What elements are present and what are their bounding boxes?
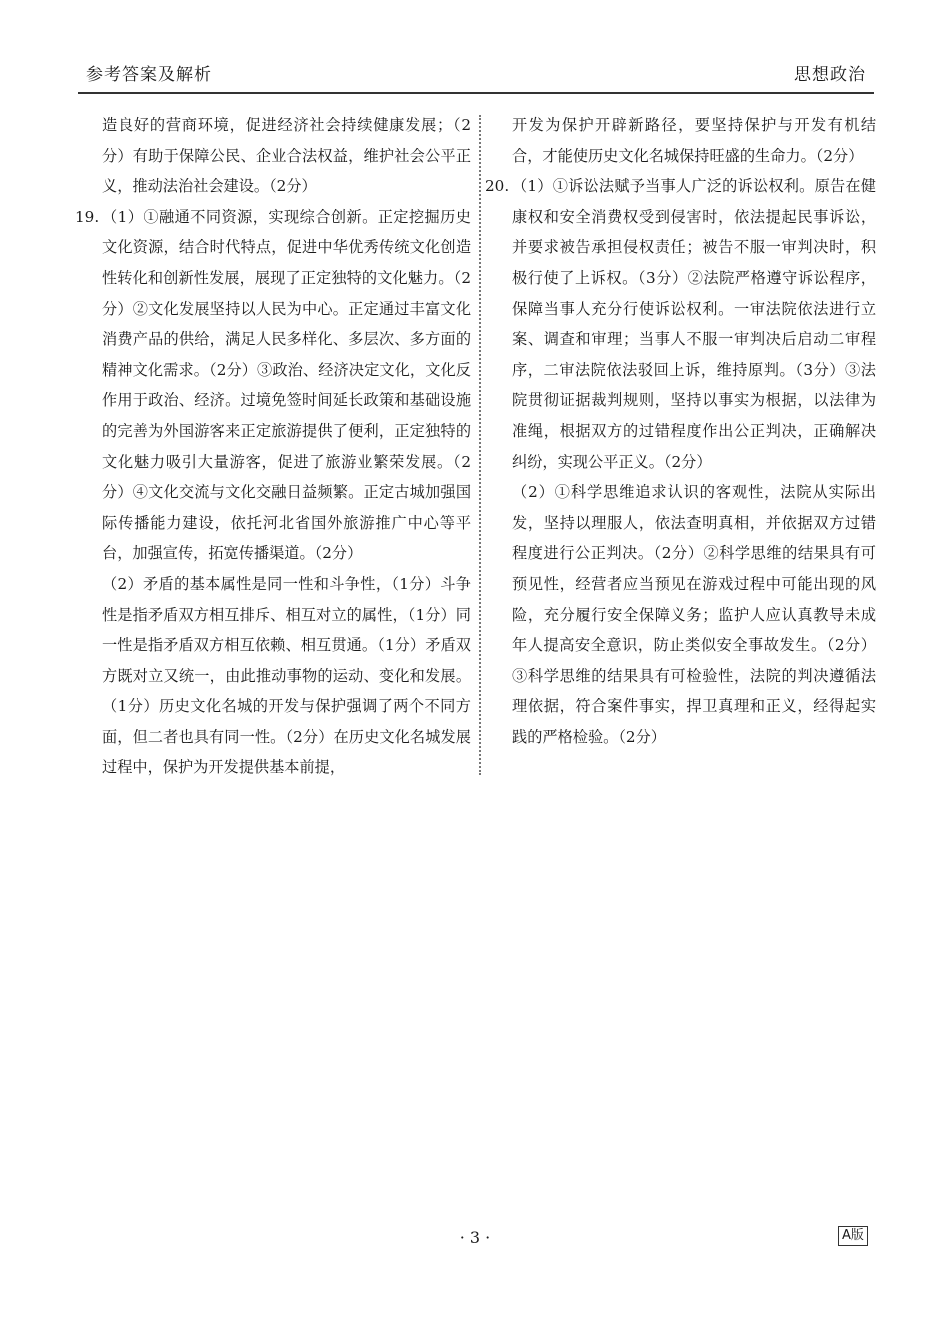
right-column (485, 110, 876, 752)
header-rule (78, 92, 874, 94)
question-19-number: 19. (75, 207, 100, 226)
column-divider (479, 115, 481, 775)
right-continuation-paragraph: 开发为保护开辟新路径，要坚持保护与开发有机结合，才能使历史文化名城保持旺盛的生命力。（2分） (512, 116, 876, 165)
question-19-part-1: （1）①融通不同资源，实现综合创新。正定挖掘历史文化资源，结合时代特点，促进中华优秀传统文化创造性转化和创新性发展，展现了正定独特的文化魅力。（2分）②文化发展坚持以人民为中心。正定通过丰富文化消费产品的供给，满足人民多样化、多层次、多方面的精神文化需求。（2分）③政治、经济决定文化，文化反作用于政治、经济。过境免签时间延长政策和基础设施的完善为外国游客来正定旅游提供了便利，正定独特的文化魅力吸引大量游客，促进了旅游业繁荣发展。（2分）④文化交流与文化交融日益频繁。正定古城加强国际传播能力建设，依托河北省国外旅游推广中心等平台，加强宣传，拓宽传播渠道。（2分） (102, 207, 471, 563)
header-left-title: 参考答案及解析 (86, 65, 212, 85)
question-19 (75, 202, 471, 783)
question-19-part-2: （2）矛盾的基本属性是同一性和斗争性，（1分）斗争性是指矛盾双方相互排斥、相互对立的属性，（1分）同一性是指矛盾双方相互依赖、相互贯通。（1分）矛盾双方既对立又统一，由此推动事物的运动、变化和发展。（1分）历史文化名城的开发与保护强调了两个不同方面，但二者也具有同一性。（2分）在历史文化名城发展过程中，保护为开发提供基本前提， (102, 574, 471, 777)
question-20 (485, 171, 876, 752)
question-20-number: 20. (485, 177, 510, 196)
left-continuation-paragraph: 造良好的营商环境，促进经济社会持续健康发展；（2分）有助于保障公民、企业合法权益，维护社会公平正义，推动法治社会建设。（2分） (102, 116, 471, 196)
header-right-title: 思想政治 (794, 65, 866, 85)
left-column (75, 110, 471, 783)
edition-badge: A版 (838, 1226, 868, 1246)
page-number: · 3 · (459, 1228, 491, 1247)
question-20-part-1: （1）①诉讼法赋予当事人广泛的诉讼权利。原告在健康权和安全消费权受到侵害时，依法提起民事诉讼，并要求被告承担侵权责任；被告不服一审判决时，积极行使了上诉权。（3分）②法院严格遵守诉讼程序，保障当事人充分行使诉讼权利。一审法院依法进行立案、调查和审理；当事人不服一审判决后启动二审程序，二审法院依法驳回上诉，维持原判。（3分）③法院贯彻证据裁判规则，坚持以事实为根据，以法律为准绳，根据双方的过错程度作出公正判决，正确解决纠纷，实现公平正义。（2分） (512, 177, 876, 471)
question-20-part-2: （2）①科学思维追求认识的客观性，法院从实际出发，坚持以理服人，依法查明真相，并依据双方过错程度进行公正判决。（2分）②科学思维的结果具有可预见性，经营者应当预见在游戏过程中可能出现的风险，充分履行安全保障义务；监护人应认真教导未成年人提高安全意识，防止类似安全事故发生。（2分）③科学思维的结果具有可检验性，法院的判决遵循法理依据，符合案件事实，捍卫真理和正义，经得起实践的严格检验。（2分） (512, 483, 876, 746)
